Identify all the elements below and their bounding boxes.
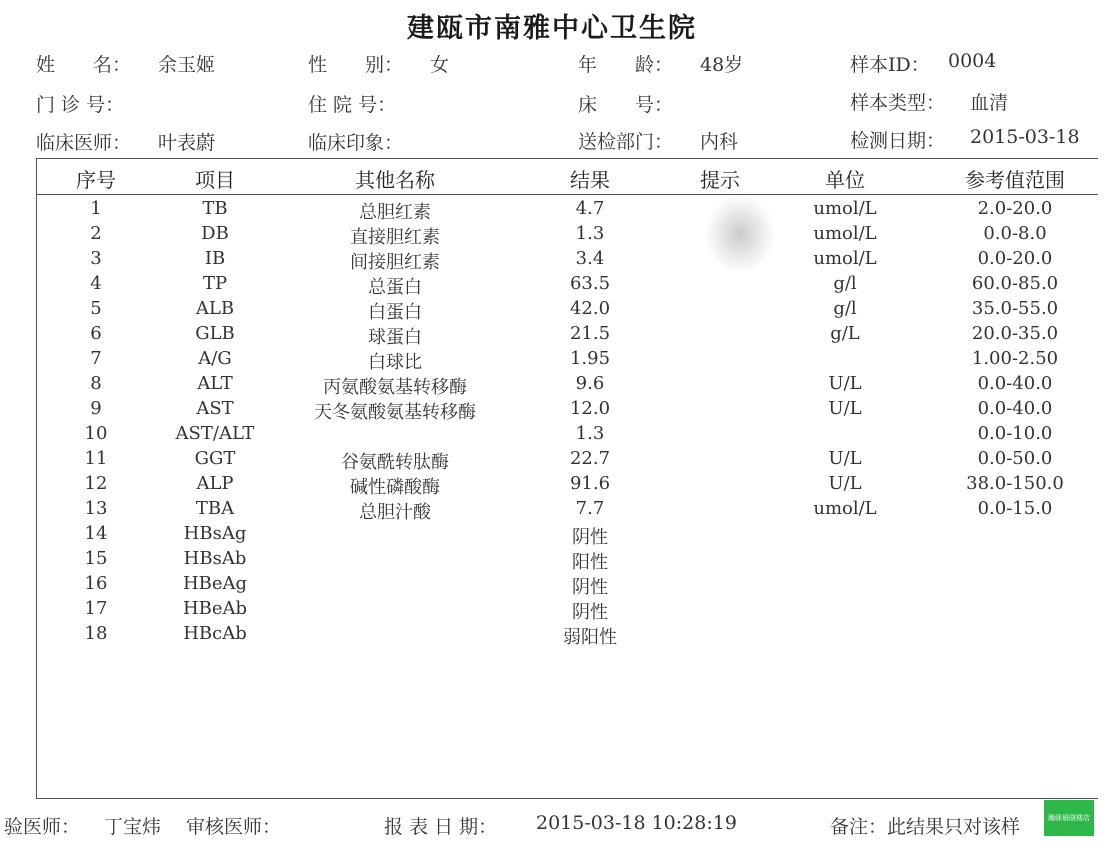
row-unit: umol/L xyxy=(813,248,877,269)
row-no: 16 xyxy=(84,573,108,594)
row-unit: U/L xyxy=(828,473,862,494)
row-item: TP xyxy=(202,273,228,294)
row-ref: 2.0-20.0 xyxy=(977,198,1053,219)
row-ref: 0.0-10.0 xyxy=(977,423,1053,444)
row-alias: 白球比 xyxy=(368,352,422,373)
row-result: 9.6 xyxy=(575,373,605,394)
row-no: 11 xyxy=(84,448,108,469)
row-no: 9 xyxy=(90,398,102,419)
row-alias: 直接胆红素 xyxy=(350,227,440,248)
table-header-rule xyxy=(36,194,1098,195)
tester-label: 验医师： xyxy=(4,816,81,838)
test-date-value: 2015-03-18 xyxy=(970,126,1080,148)
report-date-label: 报 表 日 期： xyxy=(384,816,498,838)
row-ref: 0.0-50.0 xyxy=(977,448,1053,469)
row-ref: 60.0-85.0 xyxy=(971,273,1059,294)
row-item: HBeAb xyxy=(182,598,248,619)
sample-type-label: 样本类型： xyxy=(850,92,946,114)
age-value: 48岁 xyxy=(700,54,744,76)
row-ref: 0.0-8.0 xyxy=(983,223,1047,244)
test-date-label: 检测日期： xyxy=(850,130,946,152)
row-alias: 球蛋白 xyxy=(368,327,422,348)
row-result: 1.3 xyxy=(575,223,605,244)
row-item: TBA xyxy=(195,498,235,519)
row-no: 12 xyxy=(84,473,108,494)
row-ref: 35.0-55.0 xyxy=(971,298,1059,319)
watermark-badge: 瀚驿晨晓楼店 xyxy=(1044,800,1094,836)
table-bottom-rule xyxy=(36,798,1098,799)
bed-label: 床 号： xyxy=(578,94,674,116)
outpatient-label: 门 诊 号： xyxy=(36,94,125,116)
gender-value: 女 xyxy=(430,54,450,76)
row-ref: 0.0-15.0 xyxy=(977,498,1053,519)
row-no: 2 xyxy=(90,223,102,244)
row-item: AST xyxy=(196,398,234,419)
row-item: DB xyxy=(201,223,229,244)
row-result: 弱阳性 xyxy=(563,627,617,648)
row-ref: 0.0-40.0 xyxy=(977,373,1053,394)
row-result: 1.3 xyxy=(575,423,605,444)
doctor-value: 叶表蔚 xyxy=(158,132,216,154)
row-result: 22.7 xyxy=(569,448,611,469)
row-no: 3 xyxy=(90,248,102,269)
hospital-title: 建瓯市南雅中心卫生院 xyxy=(407,13,697,44)
col-header-hint: 提示 xyxy=(700,168,740,192)
row-ref: 0.0-20.0 xyxy=(977,248,1053,269)
row-no: 10 xyxy=(84,423,108,444)
row-result: 阴性 xyxy=(572,527,608,548)
sample-id-label: 样本ID： xyxy=(850,54,930,76)
row-unit: U/L xyxy=(828,398,862,419)
row-no: 13 xyxy=(84,498,108,519)
row-alias: 间接胆红素 xyxy=(350,252,440,273)
row-result: 7.7 xyxy=(575,498,605,519)
row-alias: 总胆汁酸 xyxy=(359,502,431,523)
row-ref: 0.0-40.0 xyxy=(977,398,1053,419)
row-result: 91.6 xyxy=(569,473,611,494)
row-result: 3.4 xyxy=(575,248,605,269)
row-item: HBeAg xyxy=(182,573,248,594)
row-alias: 谷氨酰转肽酶 xyxy=(341,452,449,473)
row-item: ALP xyxy=(196,473,234,494)
row-result: 42.0 xyxy=(569,298,611,319)
doctor-label: 临床医师： xyxy=(36,132,132,154)
row-result: 63.5 xyxy=(569,273,611,294)
name-value: 余玉姬 xyxy=(158,54,216,76)
table-top-rule xyxy=(36,158,1098,159)
row-item: TB xyxy=(202,198,228,219)
footer-note: 备注：此结果只对该样 xyxy=(830,816,1021,838)
row-no: 17 xyxy=(84,598,108,619)
row-result: 4.7 xyxy=(575,198,605,219)
row-alias: 碱性磷酸酶 xyxy=(350,477,440,498)
row-unit: g/l xyxy=(833,273,857,294)
reviewer-label: 审核医师： xyxy=(186,816,282,838)
sample-type-value: 血清 xyxy=(970,92,1009,114)
row-unit: g/l xyxy=(833,298,857,319)
row-unit: umol/L xyxy=(813,223,877,244)
row-item: HBcAb xyxy=(183,623,247,644)
row-alias: 总蛋白 xyxy=(368,277,422,298)
row-alias: 总胆红素 xyxy=(359,202,431,223)
row-alias: 白蛋白 xyxy=(368,302,422,323)
col-header-ref: 参考值范围 xyxy=(965,168,1065,192)
row-result: 1.95 xyxy=(569,348,611,369)
row-result: 12.0 xyxy=(569,398,611,419)
row-result: 21.5 xyxy=(569,323,611,344)
row-item: ALT xyxy=(197,373,233,394)
col-header-no: 序号 xyxy=(76,168,116,192)
row-result: 阴性 xyxy=(572,602,608,623)
row-unit: g/L xyxy=(830,323,860,344)
row-no: 15 xyxy=(84,548,108,569)
dept-value: 内科 xyxy=(700,131,739,153)
row-unit: U/L xyxy=(828,448,862,469)
row-no: 18 xyxy=(84,623,108,644)
inpatient-label: 住 院 号： xyxy=(308,94,397,116)
row-result: 阴性 xyxy=(572,577,608,598)
row-item: A/G xyxy=(198,348,232,369)
row-alias: 丙氨酸氨基转移酶 xyxy=(323,377,467,398)
row-no: 5 xyxy=(90,298,102,319)
row-no: 1 xyxy=(90,198,102,219)
col-header-item: 项目 xyxy=(195,168,235,192)
row-result: 阳性 xyxy=(572,552,608,573)
row-no: 4 xyxy=(90,273,102,294)
row-alias: 天冬氨酸氨基转移酶 xyxy=(314,402,476,423)
row-ref: 38.0-150.0 xyxy=(966,473,1064,494)
stamp-smudge xyxy=(705,195,775,273)
row-item: IB xyxy=(204,248,226,269)
row-item: GLB xyxy=(195,323,235,344)
col-header-result: 结果 xyxy=(570,168,610,192)
row-no: 8 xyxy=(90,373,102,394)
row-unit: umol/L xyxy=(813,498,877,519)
row-item: HBsAb xyxy=(183,548,247,569)
row-unit: U/L xyxy=(828,373,862,394)
row-ref: 1.00-2.50 xyxy=(971,348,1059,369)
table-left-rule xyxy=(36,158,37,798)
name-label: 姓 名： xyxy=(36,54,132,76)
col-header-alias: 其他名称 xyxy=(355,168,435,192)
report-date-value: 2015-03-18 10:28:19 xyxy=(536,812,737,834)
row-item: HBsAg xyxy=(183,523,247,544)
row-item: ALB xyxy=(195,298,235,319)
sample-id-value: 0004 xyxy=(948,50,997,72)
row-no: 14 xyxy=(84,523,108,544)
row-ref: 20.0-35.0 xyxy=(971,323,1059,344)
row-no: 6 xyxy=(90,323,102,344)
age-label: 年 龄： xyxy=(578,54,674,76)
row-unit: umol/L xyxy=(813,198,877,219)
row-no: 7 xyxy=(90,348,102,369)
col-header-unit: 单位 xyxy=(825,168,865,192)
row-item: AST/ALT xyxy=(175,423,255,444)
tester-value: 丁宝炜 xyxy=(104,816,162,838)
impression-label: 临床印象： xyxy=(308,132,404,154)
gender-label: 性 别： xyxy=(308,54,404,76)
row-item: GGT xyxy=(194,448,236,469)
dept-label: 送检部门： xyxy=(578,131,674,153)
